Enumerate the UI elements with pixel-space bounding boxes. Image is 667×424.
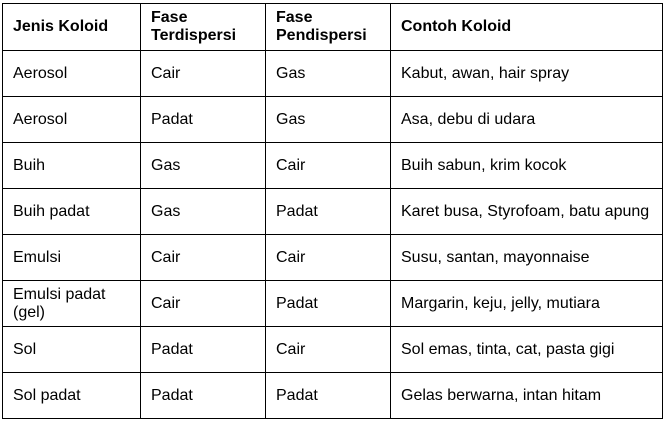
cell-jenis-koloid: Sol <box>3 327 141 373</box>
cell-contoh-koloid: Sol emas, tinta, cat, pasta gigi <box>391 327 663 373</box>
header-fase-pendispersi: Fase Pendispersi <box>266 4 391 51</box>
cell-fase-pendispersi: Gas <box>266 97 391 143</box>
cell-contoh-koloid: Margarin, keju, jelly, mutiara <box>391 281 663 327</box>
cell-fase-terdispersi: Cair <box>141 281 266 327</box>
cell-jenis-koloid: Emulsi <box>3 235 141 281</box>
cell-contoh-koloid: Gelas berwarna, intan hitam <box>391 373 663 419</box>
table-row <box>3 373 663 419</box>
table-row <box>3 51 663 97</box>
cell-contoh-koloid: Kabut, awan, hair spray <box>391 51 663 97</box>
cell-jenis-koloid: Aerosol <box>3 51 141 97</box>
cell-fase-terdispersi: Cair <box>141 235 266 281</box>
cell-fase-terdispersi: Padat <box>141 97 266 143</box>
cell-fase-pendispersi: Cair <box>266 143 391 189</box>
cell-fase-terdispersi: Padat <box>141 373 266 419</box>
cell-jenis-koloid: Buih <box>3 143 141 189</box>
cell-jenis-koloid: Aerosol <box>3 97 141 143</box>
cell-fase-terdispersi: Cair <box>141 51 266 97</box>
table-row <box>3 97 663 143</box>
cell-contoh-koloid: Susu, santan, mayonnaise <box>391 235 663 281</box>
header-jenis-koloid: Jenis Koloid <box>3 4 141 51</box>
table-body <box>3 51 663 419</box>
cell-contoh-koloid: Karet busa, Styrofoam, batu apung <box>391 189 663 235</box>
header-contoh-koloid: Contoh Koloid <box>391 4 663 51</box>
table-row <box>3 143 663 189</box>
cell-fase-pendispersi: Padat <box>266 281 391 327</box>
header-fase-terdispersi: Fase Terdispersi <box>141 4 266 51</box>
cell-contoh-koloid: Buih sabun, krim kocok <box>391 143 663 189</box>
table-row <box>3 235 663 281</box>
header-row <box>3 4 663 51</box>
table-row <box>3 189 663 235</box>
cell-jenis-koloid: Buih padat <box>3 189 141 235</box>
cell-fase-pendispersi: Cair <box>266 235 391 281</box>
cell-contoh-koloid: Asa, debu di udara <box>391 97 663 143</box>
koloid-table <box>2 3 663 419</box>
cell-fase-pendispersi: Padat <box>266 373 391 419</box>
cell-fase-terdispersi: Gas <box>141 189 266 235</box>
cell-jenis-koloid: Sol padat <box>3 373 141 419</box>
cell-fase-pendispersi: Gas <box>266 51 391 97</box>
table-header <box>3 4 663 51</box>
cell-fase-pendispersi: Cair <box>266 327 391 373</box>
cell-fase-pendispersi: Padat <box>266 189 391 235</box>
cell-fase-terdispersi: Padat <box>141 327 266 373</box>
table-row <box>3 327 663 373</box>
cell-jenis-koloid: Emulsi padat (gel) <box>3 281 141 327</box>
cell-fase-terdispersi: Gas <box>141 143 266 189</box>
table-row <box>3 281 663 327</box>
